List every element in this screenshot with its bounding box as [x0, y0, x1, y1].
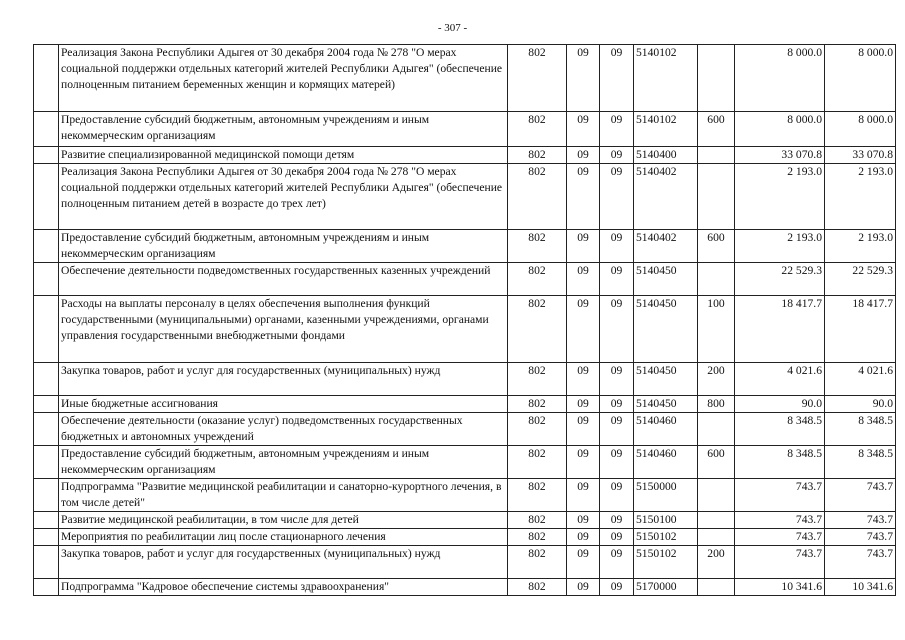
row-target-article: 5150100 [634, 512, 698, 529]
row-subsection-code: 09 [600, 512, 634, 529]
row-amount-1: 743.7 [735, 479, 825, 512]
table-row [34, 230, 896, 263]
row-subsection-code: 09 [600, 446, 634, 479]
row-amount-2: 743.7 [825, 546, 896, 579]
row-target-article: 5150000 [634, 479, 698, 512]
row-expense-type [698, 512, 735, 529]
blank-cell [34, 363, 59, 396]
row-expense-type: 600 [698, 446, 735, 479]
row-subsection-code: 09 [600, 164, 634, 230]
table-row [34, 446, 896, 479]
row-subsection-code: 09 [600, 45, 634, 112]
row-subsection-code: 09 [600, 413, 634, 446]
page-number: - 307 - [437, 22, 468, 34]
table-row [34, 529, 896, 546]
row-section-code: 09 [567, 263, 600, 296]
row-section-code: 09 [567, 147, 600, 164]
blank-cell [34, 263, 59, 296]
row-amount-1: 8 348.5 [735, 446, 825, 479]
row-target-article: 5170000 [634, 579, 698, 596]
row-name: Иные бюджетные ассигнования [59, 396, 508, 413]
row-amount-2: 2 193.0 [825, 164, 896, 230]
row-section-code: 09 [567, 529, 600, 546]
row-expense-type: 800 [698, 396, 735, 413]
blank-cell [34, 45, 59, 112]
row-subsection-code: 09 [600, 479, 634, 512]
table-row [34, 512, 896, 529]
blank-cell [34, 164, 59, 230]
row-section-code: 09 [567, 45, 600, 112]
blank-cell [34, 529, 59, 546]
row-amount-2: 8 348.5 [825, 413, 896, 446]
row-amount-1: 8 348.5 [735, 413, 825, 446]
row-expense-type [698, 579, 735, 596]
blank-cell [34, 546, 59, 579]
row-ministry-code: 802 [508, 263, 567, 296]
row-name: Развитие специализированной медицинской помощи детям [59, 147, 508, 164]
row-subsection-code: 09 [600, 363, 634, 396]
row-target-article: 5140460 [634, 446, 698, 479]
blank-cell [34, 512, 59, 529]
row-amount-1: 18 417.7 [735, 296, 825, 363]
row-section-code: 09 [567, 164, 600, 230]
row-amount-2: 743.7 [825, 512, 896, 529]
row-ministry-code: 802 [508, 512, 567, 529]
row-expense-type: 100 [698, 296, 735, 363]
row-expense-type [698, 147, 735, 164]
row-expense-type: 200 [698, 546, 735, 579]
row-amount-2: 743.7 [825, 479, 896, 512]
row-expense-type: 600 [698, 112, 735, 147]
row-name: Реализация Закона Республики Адыгея от 30 декабря 2004 года № 278 "О мерах социальной поддержки отдельных категорий жителей Республики Адыгея" (обеспечение полноценным питанием детей в возрасте до трех лет) [59, 164, 508, 230]
blank-cell [34, 112, 59, 147]
budget-table [33, 44, 896, 596]
blank-cell [34, 296, 59, 363]
row-section-code: 09 [567, 296, 600, 363]
row-name: Реализация Закона Республики Адыгея от 30 декабря 2004 года № 278 "О мерах социальной поддержки отдельных категорий жителей Республики Адыгея" (обеспечение полноценным питанием беременных женщин и кормящих матерей) [59, 45, 508, 112]
row-subsection-code: 09 [600, 147, 634, 164]
row-ministry-code: 802 [508, 446, 567, 479]
table-row [34, 546, 896, 579]
row-section-code: 09 [567, 230, 600, 263]
row-amount-2: 4 021.6 [825, 363, 896, 396]
row-amount-1: 2 193.0 [735, 164, 825, 230]
row-amount-1: 10 341.6 [735, 579, 825, 596]
row-name: Обеспечение деятельности подведомственных государственных казенных учреждений [59, 263, 508, 296]
row-target-article: 5140400 [634, 147, 698, 164]
row-amount-1: 22 529.3 [735, 263, 825, 296]
table-row [34, 479, 896, 512]
row-expense-type [698, 479, 735, 512]
row-ministry-code: 802 [508, 112, 567, 147]
row-section-code: 09 [567, 546, 600, 579]
row-ministry-code: 802 [508, 546, 567, 579]
row-amount-1: 743.7 [735, 546, 825, 579]
row-subsection-code: 09 [600, 230, 634, 263]
row-subsection-code: 09 [600, 579, 634, 596]
row-ministry-code: 802 [508, 579, 567, 596]
row-ministry-code: 802 [508, 45, 567, 112]
blank-cell [34, 479, 59, 512]
row-section-code: 09 [567, 413, 600, 446]
table-row [34, 112, 896, 147]
row-target-article: 5140402 [634, 230, 698, 263]
row-ministry-code: 802 [508, 529, 567, 546]
row-amount-1: 90.0 [735, 396, 825, 413]
row-target-article: 5140460 [634, 413, 698, 446]
row-ministry-code: 802 [508, 396, 567, 413]
table-row [34, 147, 896, 164]
row-expense-type [698, 164, 735, 230]
row-amount-2: 8 000.0 [825, 45, 896, 112]
row-target-article: 5140102 [634, 112, 698, 147]
row-amount-2: 8 348.5 [825, 446, 896, 479]
blank-cell [34, 446, 59, 479]
row-amount-2: 8 000.0 [825, 112, 896, 147]
row-ministry-code: 802 [508, 164, 567, 230]
row-target-article: 5140450 [634, 296, 698, 363]
row-section-code: 09 [567, 579, 600, 596]
table-row [34, 363, 896, 396]
row-amount-1: 2 193.0 [735, 230, 825, 263]
row-name: Закупка товаров, работ и услуг для государственных (муниципальных) нужд [59, 546, 508, 579]
row-subsection-code: 09 [600, 112, 634, 147]
row-subsection-code: 09 [600, 296, 634, 363]
row-name: Закупка товаров, работ и услуг для государственных (муниципальных) нужд [59, 363, 508, 396]
row-name: Подпрограмма "Кадровое обеспечение системы здравоохранения" [59, 579, 508, 596]
row-amount-1: 33 070.8 [735, 147, 825, 164]
row-section-code: 09 [567, 479, 600, 512]
row-name: Подпрограмма "Развитие медицинской реабилитации и санаторно-курортного лечения, в том числе детей" [59, 479, 508, 512]
row-expense-type: 200 [698, 363, 735, 396]
row-expense-type [698, 413, 735, 446]
row-target-article: 5140102 [634, 45, 698, 112]
row-section-code: 09 [567, 446, 600, 479]
blank-cell [34, 413, 59, 446]
row-target-article: 5140450 [634, 263, 698, 296]
row-ministry-code: 802 [508, 296, 567, 363]
row-section-code: 09 [567, 112, 600, 147]
row-target-article: 5150102 [634, 529, 698, 546]
row-expense-type [698, 45, 735, 112]
row-name: Мероприятия по реабилитации лиц после стационарного лечения [59, 529, 508, 546]
table-row [34, 164, 896, 230]
row-amount-2: 2 193.0 [825, 230, 896, 263]
row-section-code: 09 [567, 363, 600, 396]
row-name: Предоставление субсидий бюджетным, автономным учреждениям и иным некоммерческим организациям [59, 446, 508, 479]
row-amount-2: 743.7 [825, 529, 896, 546]
table-row [34, 263, 896, 296]
row-name: Предоставление субсидий бюджетным, автономным учреждениям и иным некоммерческим организациям [59, 230, 508, 263]
row-target-article: 5140450 [634, 396, 698, 413]
blank-cell [34, 396, 59, 413]
row-name: Развитие медицинской реабилитации, в том числе для детей [59, 512, 508, 529]
row-amount-1: 4 021.6 [735, 363, 825, 396]
row-name: Расходы на выплаты персоналу в целях обеспечения выполнения функций государственными (муниципальными) органами, казенными учреждениями, органами управления государственными внебюджетными фондами [59, 296, 508, 363]
blank-cell [34, 579, 59, 596]
row-target-article: 5150102 [634, 546, 698, 579]
table-row [34, 296, 896, 363]
row-amount-1: 743.7 [735, 512, 825, 529]
row-target-article: 5140402 [634, 164, 698, 230]
table-row [34, 579, 896, 596]
row-amount-1: 8 000.0 [735, 45, 825, 112]
row-ministry-code: 802 [508, 413, 567, 446]
row-expense-type [698, 263, 735, 296]
row-name: Предоставление субсидий бюджетным, автономным учреждениям и иным некоммерческим организациям [59, 112, 508, 147]
row-ministry-code: 802 [508, 230, 567, 263]
row-ministry-code: 802 [508, 147, 567, 164]
blank-cell [34, 230, 59, 263]
row-subsection-code: 09 [600, 546, 634, 579]
row-target-article: 5140450 [634, 363, 698, 396]
row-ministry-code: 802 [508, 363, 567, 396]
row-amount-2: 10 341.6 [825, 579, 896, 596]
row-ministry-code: 802 [508, 479, 567, 512]
row-subsection-code: 09 [600, 263, 634, 296]
row-amount-1: 743.7 [735, 529, 825, 546]
blank-cell [34, 147, 59, 164]
table-row [34, 45, 896, 112]
row-amount-2: 90.0 [825, 396, 896, 413]
row-amount-2: 33 070.8 [825, 147, 896, 164]
row-amount-2: 22 529.3 [825, 263, 896, 296]
row-amount-1: 8 000.0 [735, 112, 825, 147]
row-expense-type [698, 529, 735, 546]
row-amount-2: 18 417.7 [825, 296, 896, 363]
row-section-code: 09 [567, 396, 600, 413]
row-name: Обеспечение деятельности (оказание услуг) подведомственных государственных бюджетных и автономных учреждений [59, 413, 508, 446]
table-row [34, 413, 896, 446]
row-subsection-code: 09 [600, 529, 634, 546]
row-expense-type: 600 [698, 230, 735, 263]
row-subsection-code: 09 [600, 396, 634, 413]
table-row [34, 396, 896, 413]
row-section-code: 09 [567, 512, 600, 529]
